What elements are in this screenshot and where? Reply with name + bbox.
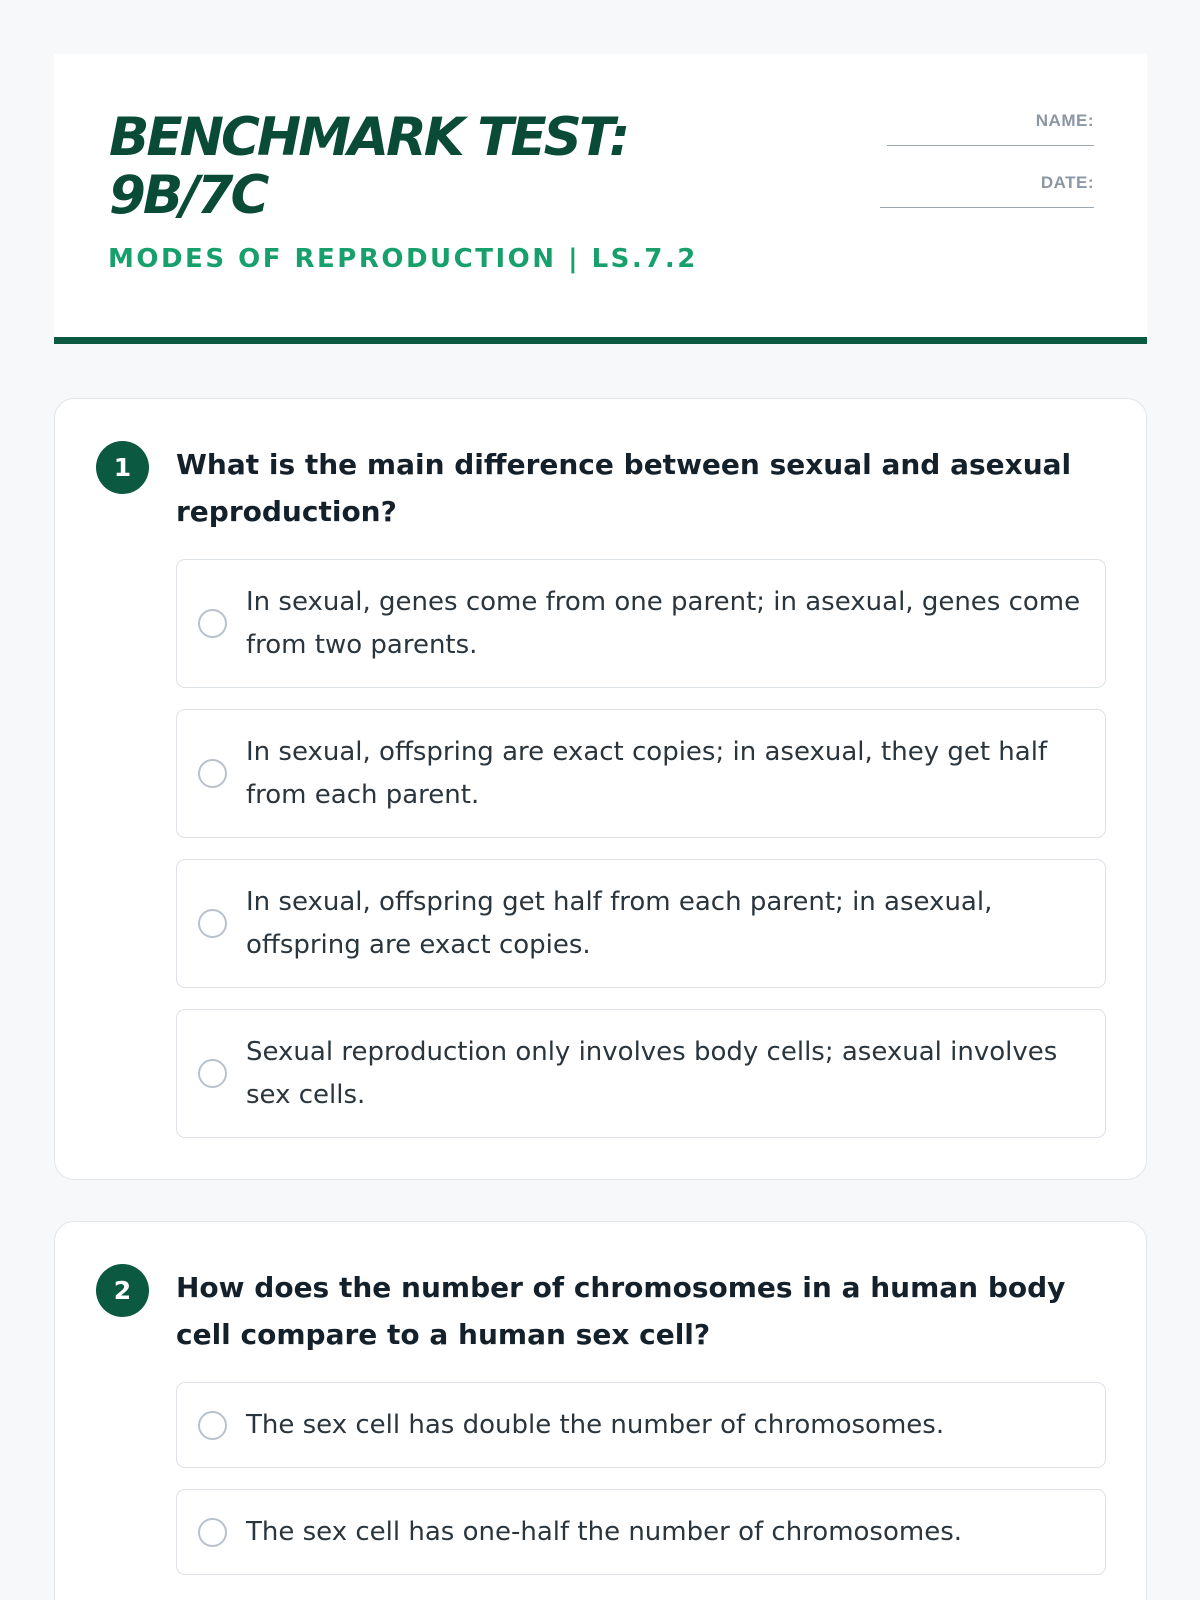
answer-option-text: The sex cell has double the number of chromosomes.: [246, 1409, 945, 1440]
name-field[interactable]: [887, 111, 1094, 146]
answer-option[interactable]: [176, 709, 1106, 838]
answer-option[interactable]: [176, 859, 1106, 988]
radio-button-icon[interactable]: [198, 759, 227, 788]
name-line[interactable]: [887, 145, 1094, 146]
radio-button-icon[interactable]: [198, 609, 227, 638]
date-label: DATE:: [1040, 173, 1094, 192]
radio-button-icon[interactable]: [198, 909, 227, 938]
question-text: How does the number of chromosomes in a human body cell compare to a human sex cell?: [176, 1271, 1066, 1351]
page-subtitle: MODES OF REPRODUCTION | LS.7.2: [108, 244, 698, 274]
answer-option-text: Sexual reproduction only involves body cells; asexual involves sex cells.: [246, 1036, 1058, 1110]
radio-button-icon[interactable]: [198, 1059, 227, 1088]
name-label: NAME:: [1035, 111, 1094, 130]
radio-button-icon[interactable]: [198, 1518, 227, 1547]
answer-option-text: In sexual, offspring are exact copies; in asexual, they get half from each parent.: [246, 736, 1048, 810]
question-number-badge: 1: [96, 441, 149, 494]
question-text: What is the main difference between sexual and asexual reproduction?: [176, 448, 1072, 528]
answer-option-text: In sexual, genes come from one parent; in asexual, genes come from two parents.: [246, 586, 1081, 660]
date-field[interactable]: [880, 173, 1094, 208]
radio-button-icon[interactable]: [198, 1411, 227, 1440]
answer-option[interactable]: [176, 1009, 1106, 1138]
answer-option[interactable]: [176, 1382, 1106, 1468]
answer-option-text: The sex cell has one-half the number of chromosomes.: [246, 1516, 963, 1547]
answer-option-text: In sexual, offspring get half from each parent; in asexual, offspring are exact copies.: [246, 886, 993, 960]
test-header: [54, 54, 1147, 344]
question-card-1: [54, 398, 1147, 1180]
date-line[interactable]: [880, 207, 1094, 208]
answer-option[interactable]: [176, 559, 1106, 688]
question-number-badge: 2: [96, 1264, 149, 1317]
page-title: BENCHMARK TEST: 9B/7C: [109, 107, 628, 226]
answer-option[interactable]: [176, 1489, 1106, 1575]
question-card-2: [54, 1221, 1147, 1600]
